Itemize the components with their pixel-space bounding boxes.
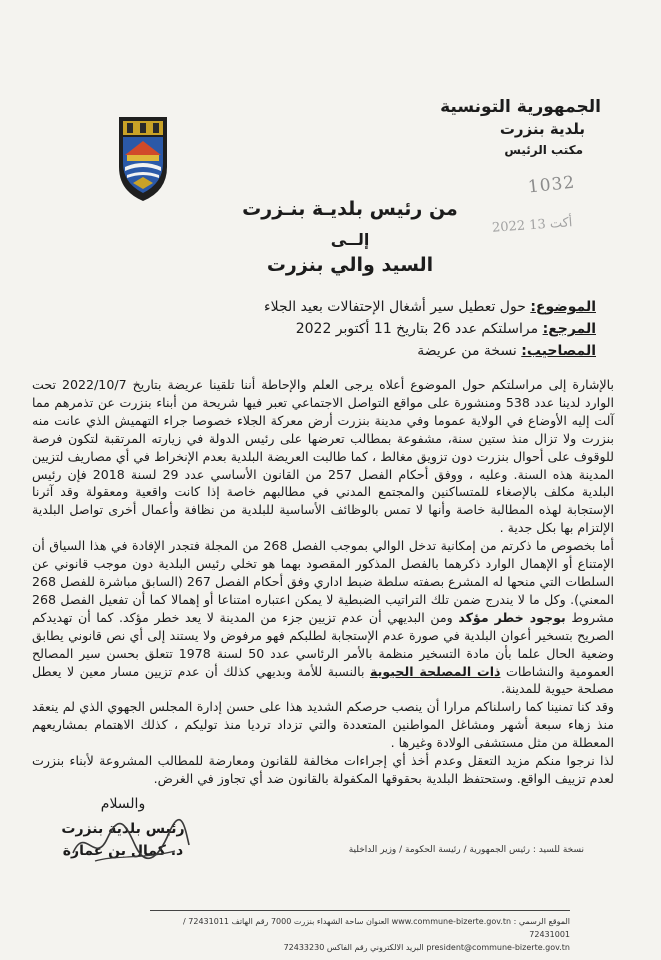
reference-row [76, 318, 596, 340]
body-paragraph-2-text: أما بخصوص ما ذكرتم من إمكانية تدخل الوالي بموجب الفصل 268 من المجلة فتجدر الإفادة في هذا السياق أن الإمتناع أو الإهمال الوارد ذكرهما بالفصل المذكور المقصود بهما هو تخلي رئيس البلدية دون موجب قانوني عن السلطات التي منحها له المشرع بصفته سلطة ضبط اداري وفق أحكام الفصل 267 (السابق مباشرة للفصل 268 المعني). وكل ما لا يندرج ضمن تلك التراتيب الضبطية لا يمكن اعتباره امتناعا أو إهمالا كما أن تفعيل الفصل 268 مشروط [32, 538, 614, 625]
subject-label: الموضوع: [530, 299, 596, 315]
signatory-name: د. كمال بن عمارة [62, 843, 184, 859]
body-paragraph-2-bold: بوجود خطر مؤكد [458, 609, 566, 625]
reference-label: المرجع: [542, 321, 596, 337]
attachments-value: نسخة من عريضة [417, 343, 522, 359]
body-paragraph-1: بالإشارة إلى مراسلتكم حول الموضوع أعلاه يرجى العلم والإحاطة أننا تلقينا عريضة بتاريخ 2022/10/7 تحت الوارد لدينا عدد 538 ومنشورة على مواقع التواصل الاجتماعي تعبر فيها شريحة من أبناء بنزرت عن تذمرهم مما آلت إليه الأوضاع في الولاية عموما وفي مدينة بنزرت أرض معركة الجلاء خصوصا جراء التهميش الذي عانت منه بنزرت ولا تزال منذ ستين سنة، مشفوعة بمطالب تعرضها على رئيس الدولة في زيارته المرتقبة لتكون فرصة للوقوف على أحوال بنزرت دون تزويق مغالط ، كما طالبت العريضة البلدية بعدم الإنخراط في أي مصاريف لتزيين المدينة هذه السنة. وعليه ، ووفق أحكام الفصل 257 من القانون الأساسي عدد 29 لسنة 2018 فإن رئيس البلدية مكلف بالإصغاء للمتساكنين والمجتمع المدني في مطالبهم خاصة إذا كانت واقعية ومعقولة وقد آثرنا الإستجابة لهذه المطالبة خاصة وأنها لا تمس بالوظائف الأساسية للبلدية من نظافة وأعمال أخرى تواصل البلدية الإلتزام بها بكل جدية . [32, 377, 614, 536]
registration-number-stamp: 1032 [527, 172, 577, 198]
attachments-row [76, 340, 596, 362]
handwritten-signature [65, 815, 195, 870]
footer-line-1: الموقع الرسمي : www.commune-bizerte.gov.tn العنوان ساحة الشهداء بنزرت 7000 رقم الهاتف 72431011 / 72431001 [183, 917, 570, 939]
body-paragraph-2-text-c: بالنسبة للأمة وبديهي كذلك أن عدم تزيين مسار معين لا يعطل مصلحة حيوية للمدينة. [32, 663, 614, 697]
registration-date-stamp: 2022 أكت 13 [491, 215, 573, 236]
subject-value: حول تعطيل سير أشغال الإحتفالات بعيد الجلاء [264, 299, 531, 315]
bizerte-coat-of-arms-logo [113, 111, 173, 205]
closing-greeting: والسلام [100, 796, 146, 812]
copies-to: نسخة للسيد : رئيس الجمهورية / رئيسة الحكومة / وزير الداخلية [348, 845, 584, 855]
republic-title: الجمهورية التونسية [440, 97, 601, 117]
body-paragraph-2 [32, 537, 614, 698]
letter-footer [150, 910, 570, 954]
letter-body [32, 376, 614, 788]
to-word: إلــى [330, 230, 370, 249]
footer-line-2: president@commune-bizerte.gov.tn البريد الالكتروني رقم الفاكس 72433230 [283, 943, 570, 952]
attachments-label: المصاحيب: [521, 343, 596, 359]
body-paragraph-4: لذا نرجوا منكم مزيد التعقل وعدم أخذ أي إجراءات مخالفة للقانون ومعارضة للمطالب المشروعة لأبناء بنزرت لعدم تزييف الواقع. وستحتفظ البلدية بحقوقها المكفولة بالقانون ضد أي تجاوز في الغرض. [32, 753, 614, 786]
body-paragraph-2-underlined: ذات المصلحة الحيوية [370, 663, 501, 679]
sender-line: من رئيس بلديـة بنـزرت [242, 198, 458, 220]
body-paragraph-2-text-b: ومن البديهي أن عدم تزيين جزء من المدينة لا يعد خطر مؤكد. كما أن تهديدكم الصريح بتسخير أعوان البلدية في صورة عدم الإستجابة لطلبكم فهو مرفوض ولا يستند إلى أي نص قانوني يطابق وضعية الحال علما بأن مادة التسخير منظمة بالأمر الرئاسي عدد 50 لسنة 1978 تتعلق بحسن سير المصالح العمومية والنشاطات [32, 609, 615, 679]
office-name: مكتب الرئيس [504, 143, 583, 157]
municipality-name: بلدية بنزرت [499, 120, 585, 138]
body-paragraph-3: وقد كنا تمنينا كما راسلناكم مرارا أن ينصب حرصكم الشديد هذا على حسن إدارة المجلس الجهوي الذي لم ينعقد منذ زهاء سبعة أشهر ومشاغل المواطنين المتعددة والتي تزداد ترديا منذ توليكم ، كذلك الاهتمام بمشاريعهم المعطلة من مثل مستشفى الولادة وغيرها . [32, 699, 614, 751]
letterhead [381, 95, 601, 161]
reference-value: مراسلتكم عدد 26 بتاريخ 11 أكتوبر 2022 [295, 321, 543, 337]
letter-references [76, 296, 596, 362]
subject-row [76, 296, 596, 318]
recipient-line: السيد والي بنزرت [266, 254, 434, 276]
signatory-title: رئيس بلدية بنزرت [61, 821, 185, 837]
